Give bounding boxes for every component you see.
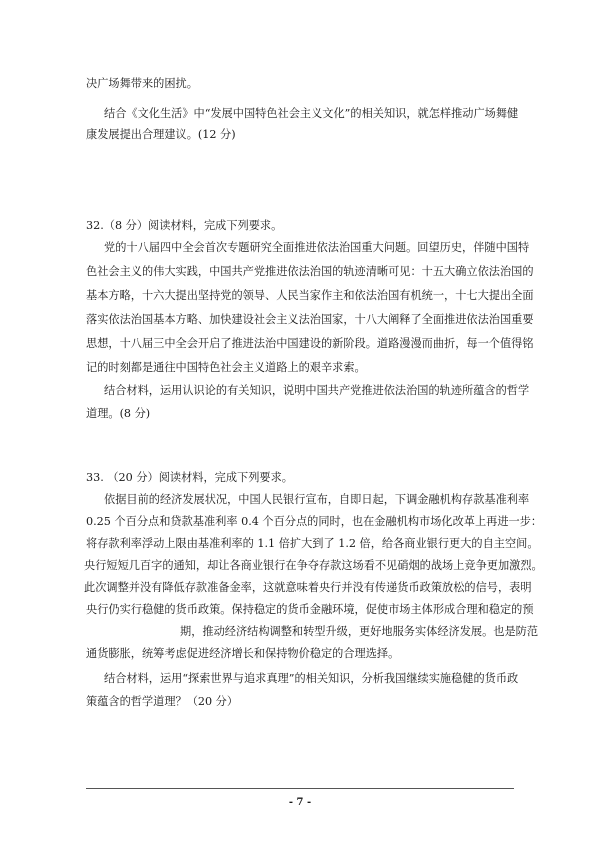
q33-material-line-4: 央行短短几百字的通知，却让各商业银行在争夺存款这场看不见硝烟的战场上竞争更加激烈。: [84, 559, 543, 572]
q33-material-line-1: 依据目前的经济发展状况，中国人民银行宣布，自即日起，下调金融机构存款基准利率: [104, 493, 530, 506]
q33-material-line-8: 通货膨胀，统筹考虑促进经济增长和保持物价稳定的合理选择。: [86, 647, 400, 660]
q32-material-line-2: 色社会主义的伟大实践，中国共产党推进依法治国的轨迹清晰可见：十五大确立依法治国的: [86, 265, 534, 278]
q32-prompt-line-1: 结合材料，运用认识论的有关知识，说明中国共产党推进依法治国的轨迹所蕴含的哲学: [104, 384, 530, 397]
q31-prompt-line-2: 康发展提出合理建议。(12 分): [86, 128, 236, 141]
footer-divider: [86, 788, 514, 789]
q33-material-line-2: 0.25 个百分点和贷款基准利率 0.4 个百分点的同时，也在金融机构市场化改革上再进一步：: [86, 515, 543, 528]
q32-material-line-3: 基本方略，十六大提出坚持党的领导、人民当家作主和依法治国有机统一，十七大提出全面: [86, 289, 534, 302]
q32-material-line-5: 思想，十八届三中全会开启了推进法治中国建设的新阶段。道路漫漫而曲折，每一个值得铭: [86, 337, 534, 350]
q32-prompt-line-2: 道理。(8 分): [86, 407, 151, 420]
q33-material-line-5: 此次调整并没有降低存款准备金率，这就意味着央行并没有传递货币政策放松的信号，表明: [84, 581, 532, 594]
q33-material-line-7: 期，推动经济结构调整和转型升级，更好地服务实体经济发展。也是防范: [180, 625, 539, 638]
q33-material-line-6: 央行仍实行稳健的货币政策。保持稳定的货币金融环境，促使市场主体形成合理和稳定的预: [86, 603, 534, 616]
q31-prompt-line-1: 结合《文化生活》中“发展中国特色社会主义文化”的相关知识，就怎样推动广场舞健: [104, 107, 519, 120]
q32-material-line-1: 党的十八届四中全会首次专题研究全面推进依法治国重大问题。回望历史，伴随中国特: [104, 241, 530, 254]
page-number: - 7 -: [288, 797, 312, 808]
q33-prompt-line-2: 策蕴含的哲学道理？（20 分）: [86, 695, 239, 708]
q33-heading: 33. （20 分）阅读材料，完成下列要求。: [86, 471, 293, 484]
q32-material-line-6: 记的时刻都是通往中国特色社会主义道路上的艰辛求索。: [86, 361, 366, 374]
q32-material-line-4: 落实依法治国基本方略、加快建设社会主义法治国家，十八大阐释了全面推进依法治国重要: [86, 313, 534, 326]
q33-prompt-line-1: 结合材料，运用“探索世界与追求真理”的相关知识，分析我国继续实施稳健的货币政: [104, 672, 519, 685]
q32-heading: 32.（8 分）阅读材料，完成下列要求。: [86, 219, 283, 232]
q31-text-tail: 决广场舞带来的困扰。: [86, 77, 198, 90]
q33-material-line-3: 将存款利率浮动上限由基准利率的 1.1 倍扩大到了 1.2 倍，给各商业银行更大的自主空间。: [86, 537, 539, 550]
